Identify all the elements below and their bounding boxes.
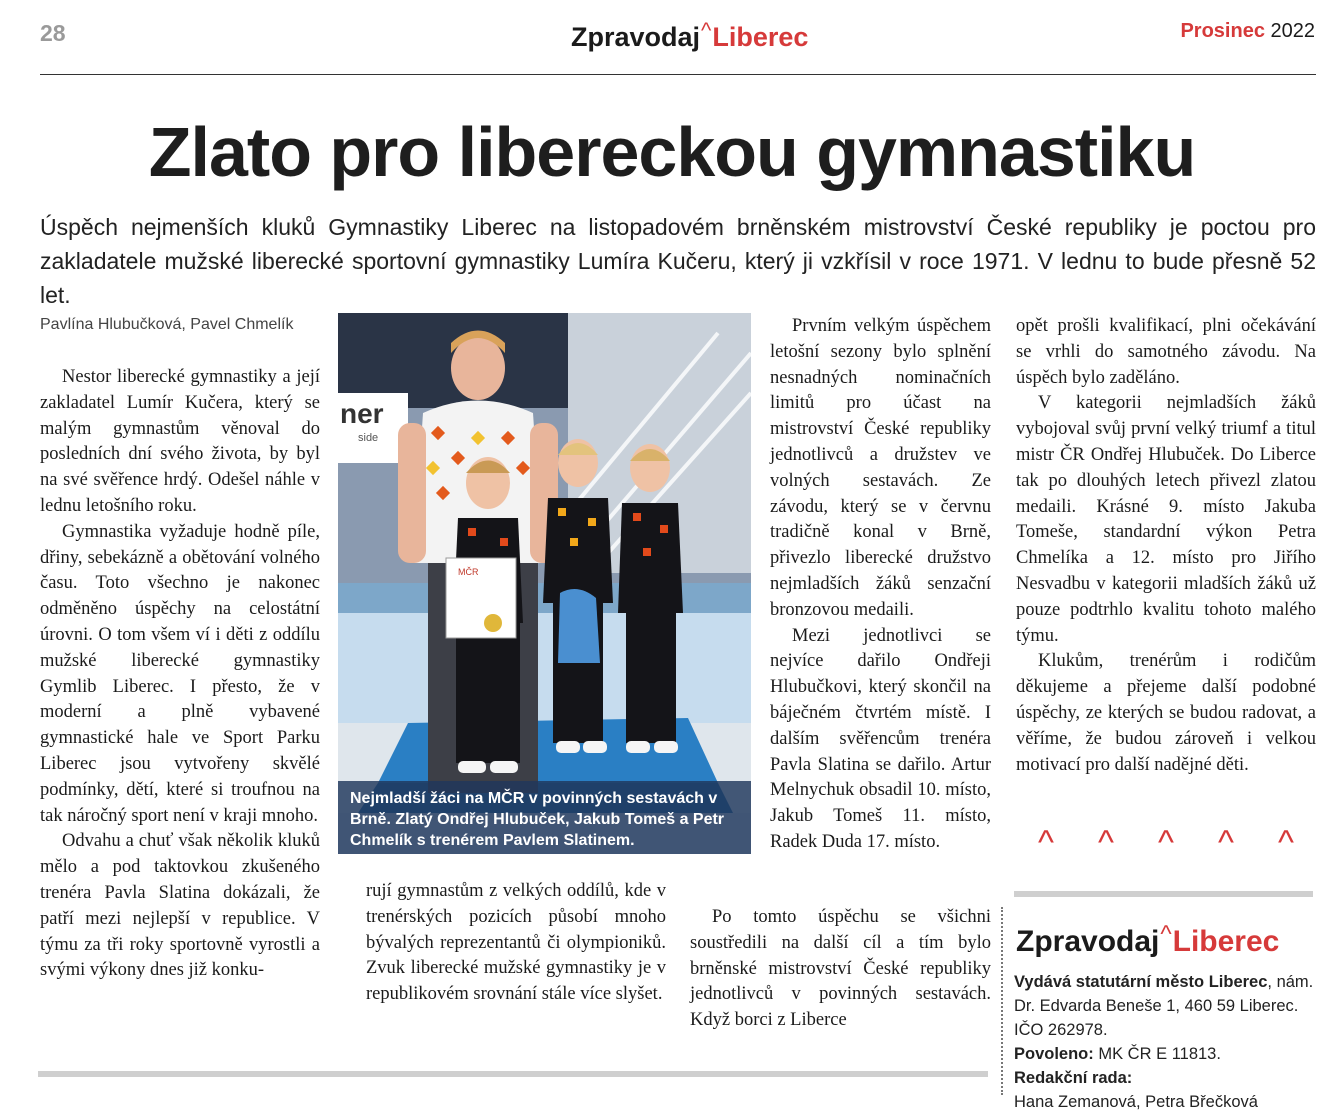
board-value: Hana Zemanová, Petra Břečková [1014,1093,1258,1111]
paragraph: Gymnastika vyžaduje hodně píle, dřiny, sebekázně a obětování volného času. Toto všechno je nakonec odměněno úspěchy na celostátní úrovni. O tom všem ví i děti z oddílu mužské liberecké gymnastiky Gymlib Liberec. I přesto, že v moderní a plně vybavené gymnastické hale ve Sport Parku Liberec jsou vytvořeny skvělé podmínky, dětí, které si troufnou na tak náročný sport není v kraji mnoho. [40,521,320,826]
article-column-3-wide [690,905,991,1034]
imprint-divider [1014,891,1313,897]
diploma-text: MČR [458,567,479,577]
permit-label: Povoleno: [1014,1045,1094,1063]
masthead-city: Liberec [712,22,809,52]
photo-sign-sub: side [358,432,379,444]
issue-year: 2022 [1270,20,1315,42]
caret-icon: ^ [1160,921,1172,948]
masthead-title: Zpravodaj [571,22,701,52]
page-number: 28 [40,20,66,46]
imprint-masthead-title: Zpravodaj [1016,925,1160,958]
imprint-masthead [1016,921,1279,959]
article-column-1 [40,365,320,984]
article-lead: Úspěch nejmenších kluků Gymnastiky Liberec na listopadovém brněnském mistrovství České republiky je poctou pro zakladatele mužské liberecké sportovní gymnastiky Lumíra Kučeru, který ji vzkřísil v roce 1971. V lednu to bude přesně 52 let. [40,214,1316,308]
photo-sign-text: ner [340,398,384,429]
article-byline: Pavlína Hlubučková, Pavel Chmelík [40,316,294,333]
bottom-divider [38,1071,988,1077]
article-photo [338,313,751,854]
issue-date [1180,20,1315,43]
paragraph: V kategorii nejmladších žáků vybojoval svůj první velký triumf a titul mistr ČR Ondřej Hlubuček. Do Liberce tak po dlouhých letech přivezl zlatou medaili. Krásné 9. místo Jakuba Tomeše, standardní výkon Petra Chmelíka a 12. místo pro Jiřího Nesvadbu v kategorii mladších žáků už pouze podtrhlo kvalitu tohoto malého týmu. [1016,393,1316,646]
paragraph: Odvahu a chuť však několik kluků mělo a pod taktovkou zkušeného trenéra Pavla Slatina dokázali, že patří mezi nejlepší v republice. V týmu za tři roky sportovně vyrostli a svými výkony dnes již konku- [40,831,320,981]
paragraph: Mezi jednotlivci se nejvíce dařilo Ondřeji Hlubučkovi, který skončil na báječném čtvrtém místě. I dalším svěřencům trenéra Pavla Slatina se dařilo. Artur Melnychuk obsadil 10. místo, Jakub Tomeš 11. místo, Radek Duda 17. místo. [770,625,991,852]
board-label: Redakční rada: [1014,1069,1133,1087]
paragraph: rují gymnastům z velkých oddílů, kde v trenérských pozicích působí mnoho bývalých reprezentantů či olympioniků. Zvuk liberecké mužské gymnastiky je v republikovém srovnání stále více slyšet. [366,881,666,1005]
end-mark-carets [1016,826,1316,860]
article-column-3 [770,314,991,856]
article-headline: Zlato pro libereckou gymnastiku [148,113,1196,191]
paragraph: Prvním velkým úspěchem letošní sezony bylo splnění nesnadných nominačních limitů pro účast na mistrovství České republiky jednotlivců a družstev ve volných sestavách. Ze závodu, který se v červnu tradičně konal v Brně, přivezlo liberecké družstvo nejmladších žáků senzační bronzovou medaili. [770,316,991,620]
imprint-text [1014,970,1314,1114]
publisher-label: Vydává statutární město Liberec [1014,973,1268,991]
paragraph: Klukům, trenérům i rodičům děkujeme a přejeme další podobné úspěchy, ze kterých se budou radovat, a věříme, že budou zároveň i velkou motivací pro další nadějné děti. [1016,651,1316,775]
paragraph: opět prošli kvalifikací, plni očekávání se vrhli do samotného závodu. Na úspěch bylo zaděláno. [1016,316,1316,388]
imprint-masthead-city: Liberec [1172,925,1280,958]
masthead [571,18,808,53]
photo-caption: Nejmladší žáci na MČR v povinných sestavách v Brně. Zlatý Ondřej Hlubuček, Jakub Tomeš a Petr Chmelík s trenérem Pavlem Slatinem. [338,781,751,854]
article-column-2 [366,879,666,1008]
caret-icon: ^ [1158,824,1174,862]
issue-month: Prosinec [1180,20,1265,42]
caret-icon: ^ [701,18,712,43]
caret-icon: ^ [1218,824,1234,862]
imprint-dotted-rule [1001,907,1003,1095]
publisher-address: , nám. Dr. Edvarda Beneše 1, 460 59 Liberec. IČO 262978. [1014,973,1314,1039]
paragraph: Po tomto úspěchu se všichni soustředili na další cíl a tím bylo brněnské mistrovství České republiky jednotlivců v povinných sestavách. Když borci z Liberce [690,907,991,1031]
caret-icon: ^ [1098,824,1114,862]
caret-icon: ^ [1278,824,1294,862]
gymnasts-photo [338,313,751,854]
paragraph: Nestor liberecké gymnastiky a její zakladatel Lumír Kučera, který se malým gymnastům věnoval do posledních dní svého života, by byl na své svěřence hrdý. Odešel náhle v lednu letošního roku. [40,367,320,516]
permit-value: MK ČR E 11813. [1093,1045,1221,1063]
article-column-4 [1016,314,1316,778]
caret-icon: ^ [1038,824,1054,862]
header-divider [40,74,1316,75]
